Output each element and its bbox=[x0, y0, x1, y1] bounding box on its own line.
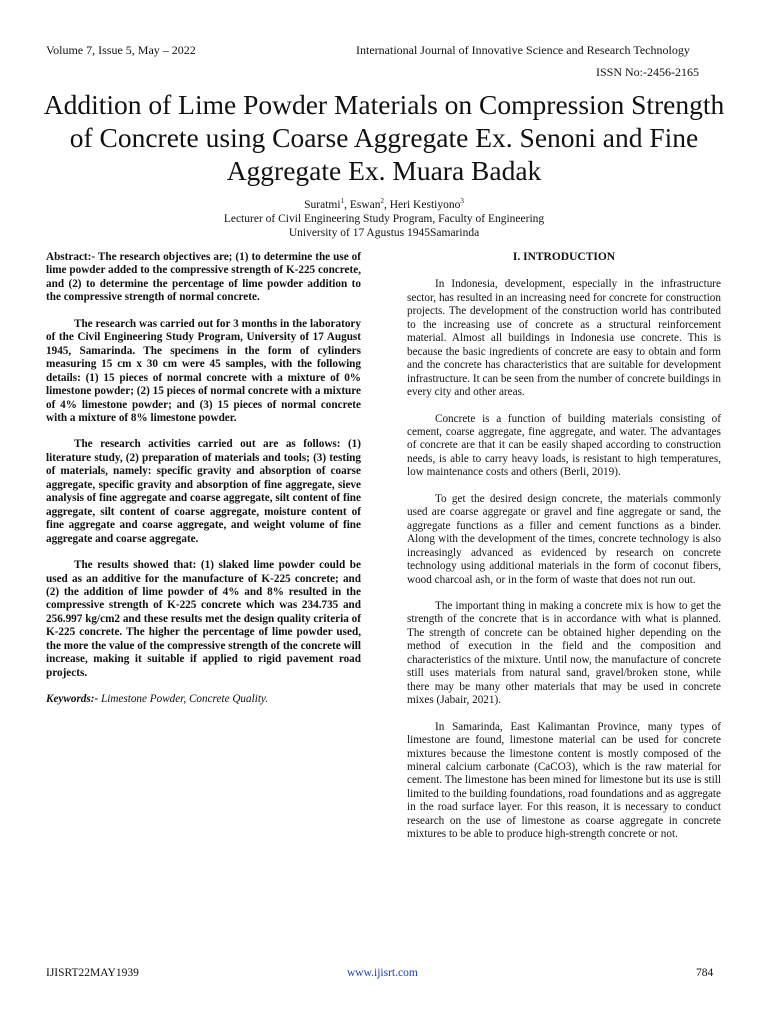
author-name: Heri Kestiyono bbox=[389, 198, 461, 211]
footer-paper-id: IJISRT22MAY1939 bbox=[46, 967, 139, 979]
author-name: Suratmi bbox=[304, 198, 341, 211]
keywords: Keywords:- Limestone Powder, Concrete Quality. bbox=[46, 693, 269, 706]
paper-title: Addition of Lime Powder Materials on Compression Strength of Concrete using Coarse Aggregate Ex. Senoni and Fine Aggregate Ex. Muara Badak bbox=[43, 89, 725, 186]
abstract-column bbox=[46, 251, 361, 720]
intro-paragraph-1: In Indonesia, development, especially in the infrastructure sector, has resulted in an increasing need for concrete for construction projects. The development of the construction world has contributed to the increasing use of concrete as a structural reinforcement material. Almost all buildings in Indonesia use concrete. This is because the basic ingredients of concrete are easy to obtain and form and the concrete has characteristics that are suitable for development infrastructure. It can be seen from the number of concrete buildings in every city and other areas. bbox=[407, 278, 721, 399]
section-heading-introduction: I. INTRODUCTION bbox=[512, 251, 616, 263]
author-names: Suratmi$^1$, Eswan$^2$, Heri Kestiyono$^3$ bbox=[304, 197, 464, 211]
keywords-label: Keywords:- bbox=[46, 693, 99, 706]
header-issn: ISSN No:-2456-2165 bbox=[596, 65, 700, 79]
introduction-column bbox=[407, 251, 721, 855]
abstract-paragraph-4: The results showed that: (1) slaked lime powder could be used as an additive for the manufacture of K-225 concrete; and (2) the addition of lime powder of 4% and 8% resulted in the compressive strength of K-225 concrete which was 234.735 and 256.997 kg/cm2 and these results met the design quality criteria of K-225 concrete. The higher the percentage of lime powder used, the more the value of the compressive strength of the concrete will increase, making it suitable if applied to rigid pavement road projects. bbox=[46, 559, 361, 679]
abstract-paragraph-1: Abstract:- The research objectives are; (1) to determine the use of lime powder added to the compressive strength of K-225 concrete, and (2) to determine the percentage of lime powder addition to the compressive strength of normal concrete. bbox=[46, 251, 361, 304]
footer-website-link[interactable]: www.ijisrt.com bbox=[347, 967, 418, 979]
header-journal: International Journal of Innovative Science and Research Technology bbox=[356, 43, 690, 57]
header-volume: Volume 7, Issue 5, May – 2022 bbox=[46, 43, 196, 57]
author-sup: 2 bbox=[380, 197, 384, 205]
intro-paragraph-2: Concrete is a function of building materials consisting of cement, coarse aggregate, fine aggregate, and water. The advantages of concrete are that it can be easily shaped according to construction needs, is able to carry heavy loads, is resistant to high temperatures, low maintenance costs and others (Berli, 2019). bbox=[407, 412, 721, 479]
abstract-paragraph-3: The research activities carried out are as follows: (1) literature study, (2) preparation of materials and tools; (3) testing of materials, namely: specific gravity and absorption of coarse aggregate, specific gravity and absorption of fine aggregate, sieve analysis of fine aggregate and coarse aggregate, silt content of fine aggregate, silt content of coarse aggregate, moisture content of fine aggregate and coarse aggregate, and weight volume of fine aggregate and coarse aggregate. bbox=[46, 438, 361, 545]
author-sup: 3 bbox=[460, 197, 464, 205]
intro-paragraph-3: To get the desired design concrete, the materials commonly used are coarse aggregate or gravel and fine aggregate or sand, the aggregate functions as a filler and cement functions as a binder. Along with the development of the times, concrete technology is also increasingly advanced as evidenced by research on concrete technology using additional materials in the form of coconut fibers, wood charcoal ash, or in the form of waste that does not run out. bbox=[407, 492, 721, 586]
author-sup: 1 bbox=[340, 197, 345, 205]
affiliation-line-1: Lecturer of Civil Engineering Study Program, Faculty of Engineering bbox=[223, 212, 545, 225]
affiliation-line-2: University of 17 Agustus 1945Samarinda bbox=[288, 226, 480, 239]
abstract-paragraph-2: The research was carried out for 3 months in the laboratory of the Civil Engineering Study Program, University of 17 August 1945, Samarinda. The specimens in the form of cylinders measuring 15 cm x 30 cm were 45 samples, with the following details: (1) 15 pieces of normal concrete with a mixture of 0% limestone powder; (2) 15 pieces of normal concrete with a mixture of 4% limestone powder; and (3) 15 pieces of normal concrete with a mixture of 8% limestone powder. bbox=[46, 317, 361, 424]
footer-page-number: 784 bbox=[696, 967, 714, 979]
abstract-label: Abstract:- bbox=[46, 251, 96, 263]
author-name: Eswan bbox=[349, 198, 381, 211]
intro-paragraph-4: The important thing in making a concrete mix is how to get the strength of the concrete that is in accordance with what is planned. The strength of concrete can be obtained higher depending on the method of execution in the field and the composition and characteristics of the mixture. Until now, the manufacture of concrete still uses materials from natural sand, gravel/broken stone, while there may be many other materials that may be used in concrete mixes (Jabair, 2021). bbox=[407, 599, 721, 707]
intro-paragraph-5: In Samarinda, East Kalimantan Province, many types of limestone are found, limestone material can be used for concrete mixtures because the limestone content is mostly composed of the mineral calcium carbonate (CaCO3), which is the raw material for cement. The limestone has been mined for limestone but its use is still limited to the building foundations, road foundations and as aggregate in the road surface layer. For this reason, it is necessary to conduct research on the use of limestone as coarse aggregate in concrete mixtures to be able to produce high-strength concrete or not. bbox=[407, 720, 721, 841]
authors-block bbox=[0, 194, 768, 240]
